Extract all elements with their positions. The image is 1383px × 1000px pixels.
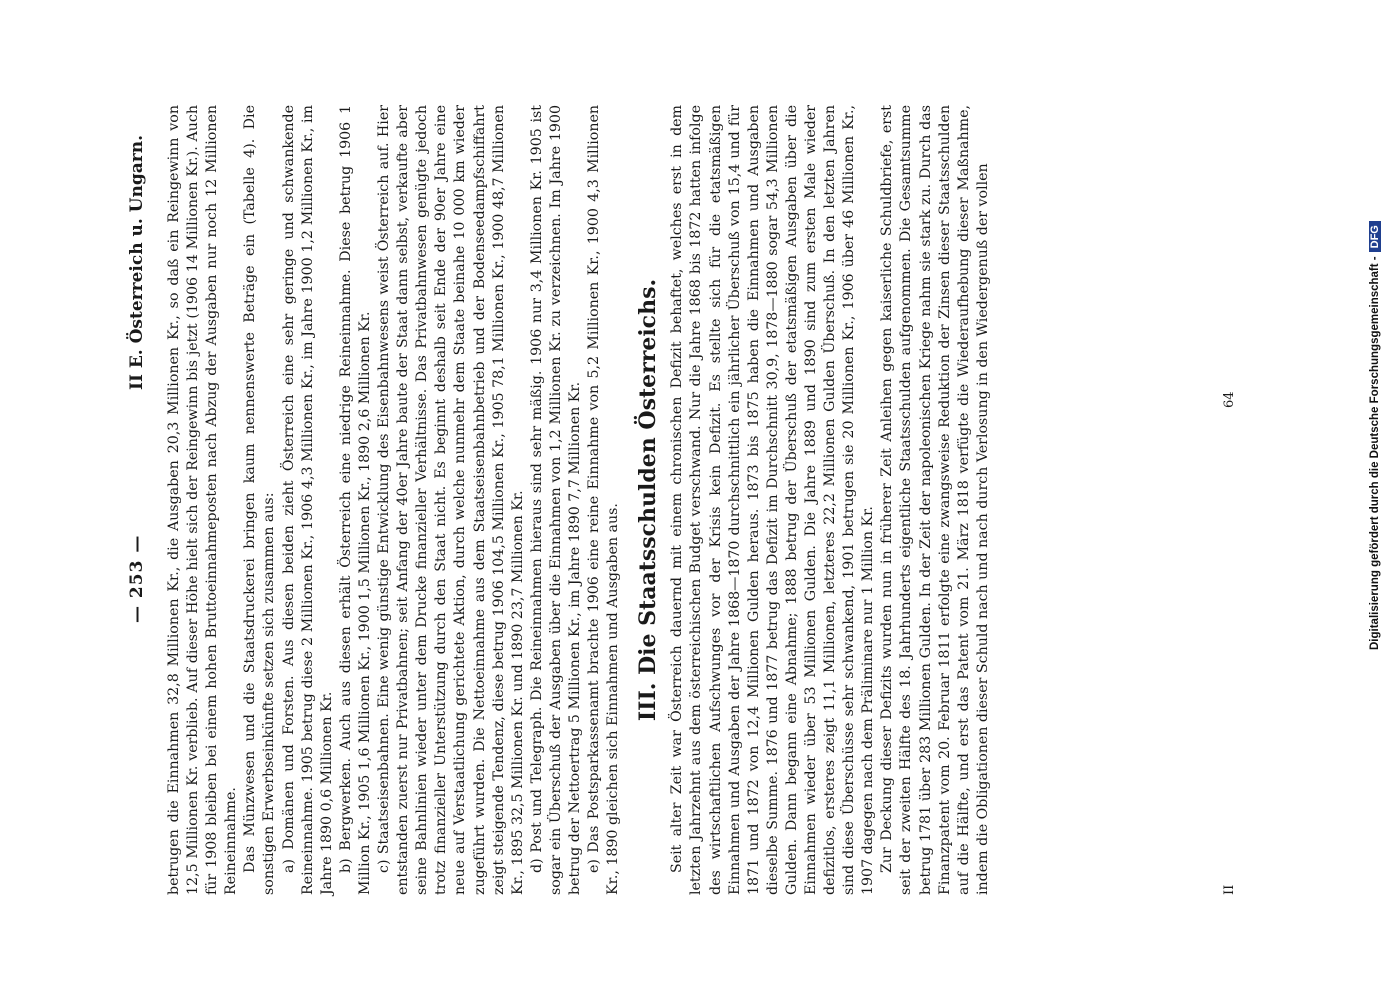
paragraph: e) Das Postsparkassenamt brachte 1906 eine reine Einnahme von 5,2 Millionen Kr., 1900 4,3 Millionen Kr., 1890 gleichen sich Einnahmen und Ausgaben aus. xyxy=(586,105,622,895)
page-header xyxy=(127,105,157,895)
page-footer xyxy=(1222,105,1242,895)
paragraph: Seit alter Zeit war Österreich dauernd mit einem chronischen Defizit behaftet, welches erst in dem letzten Jahrzehnt aus dem österreichischen Budget verschwand. Nur die Jahre 1868 bis 1872 hatten infolge des wirtschaftlichen Aufschwunges vor der Krisis kein Defizit. Es stellte sich für die etatsmäßigen Einnahmen und Ausgaben der Jahre 1868—1870 durchschnittlich ein jährlicher Überschuß von 15,4 und für 1871 und 1872 von 12,4 Millionen Gulden heraus. 1873 bis 1875 haben die Einnahmen und Ausgaben dieselbe Summe. 1876 und 1877 betrug das Defizit im Durchschnitt 30,9, 1878—1880 sogar 54,3 Millionen Gulden. Dann begann eine Abnahme; 1888 betrug der Überschuß der etatsmäßigen Ausgaben über die Einnahmen wieder über 53 Millionen Gulden. Die Jahre 1889 und 1890 sind zum ersten Male wieder defizitlos, ersteres zeigt 11,1 Millionen, letzteres 22,2 Millionen Gulden Überschuß. In den letzten Jahren sind diese Überschüsse sehr schwankend, 1901 betrugen sie 20 Millionen Kr., 1906 über 46 Millionen Kr., 1907 dagegen nach dem Präliminare nur 1 Million Kr. xyxy=(669,105,877,895)
section-heading: III. Die Staatsschulden Österreichs. xyxy=(635,278,662,722)
paragraph: c) Staatseisenbahnen. Eine wenig günstige Entwicklung des Eisenbahnwesens weist Österreich auf. Hier entstanden zuerst nur Privatbahnen; seit Anfang der 40er Jahre baute der Staat dann selbst, verkaufte aber seine Bahnlinien wieder unter dem Drucke finanzieller Verhältnisse. Das Privatbahnwesen genügte jedoch trotz finanzieller Unterstützung durch den Staat nicht. Es beginnt deshalb seit Ende der 90er Jahre eine neue auf Verstaatlichung gerichtete Aktion, durch welche nunmehr dem Staate beinahe 10 000 km wieder zugeführt wurden. Die Nettoeinnahme aus dem Staatseisenbahnbetrieb und der Bodenseedampfschiffahrt zeigt steigende Tendenz, diese betrug 1906 104,5 Millionen Kr., 1905 78,1 Millionen Kr., 1900 48,7 Millionen Kr., 1895 32,5 Millionen Kr. und 1890 23,7 Millionen Kr. xyxy=(376,105,526,895)
paragraph: betrugen die Einnahmen 32,8 Millionen Kr., die Ausgaben 20,3 Millionen Kr., so daß ein Reingewinn von 12,5 Millionen Kr. verblieb. Auf dieser Höhe hielt sich der Reingewinn bis jetzt (1906 14 Millionen Kr.). Auch für 1908 bleiben bei einem hohen Bruttoeinnahmeposten nach Abzug der Ausgaben nur noch 12 Millionen Reineinnahme. xyxy=(166,105,240,895)
page-number: — 253 — xyxy=(127,534,147,623)
running-title: II E. Österreich u. Ungarn. xyxy=(127,135,147,390)
rotated-page-content xyxy=(127,105,1247,895)
dfg-logo: DFG xyxy=(1369,221,1381,252)
signature-mark: II xyxy=(1222,884,1237,895)
paragraph: Zur Deckung dieser Defizits wurden nun in früherer Zeit Anleihen gegen kaiserliche Schuldbriefe, erst seit der zweiten Hälfte des 18. Jahrhunderts eigentliche Staatsschulden aufgenommen. Die Gesamtsumme betrug 1781 über 283 Millionen Gulden. In der Zeit der napoleonischen Kriege nahm sie stark zu. Durch das Finanzpatent vom 20. Februar 1811 erfolgte eine zwangsweise Reduktion der Zinsen dieser Staatsschulden auf die Hälfte, und erst das Patent vom 21. März 1818 verfügte die Wiederaufhebung dieser Maßnahme, indem die Obligationen dieser Schuld nach und nach durch Verlosung in den Wiedergenuß der vollen xyxy=(879,105,991,895)
paragraph: b) Bergwerken. Auch aus diesen erhält Österreich eine niedrige Reineinnahme. Diese betrug 1906 1 Million Kr., 1905 1,6 Millionen Kr., 1900 1,5 Millionen Kr., 1890 2,6 Millionen Kr. xyxy=(337,105,373,895)
credit-text: Digitalisierung gefördert durch die Deutsche Forschungsgemeinschaft - xyxy=(1369,256,1381,650)
body-text xyxy=(165,105,993,895)
digitization-credit xyxy=(1366,10,1383,650)
paragraph: d) Post und Telegraph. Die Reineinnahmen hieraus sind sehr mäßig. 1906 nur 3,4 Millionen Kr. 1905 ist sogar ein Überschuß der Ausgaben über die Einnahmen von 1,2 Millionen Kr. zu verzeichnen. Im Jahre 1900 betrug der Nettoertrag 5 Millionen Kr., im Jahre 1890 7,7 Millionen Kr. xyxy=(528,105,583,895)
credit-line xyxy=(1369,10,1381,650)
paragraph: Das Münzwesen und die Staatsdruckerei bringen kaum nennenswerte Beträge ein (Tabelle 4). Die sonstigen Erwerbseinkünfte setzen sich zusammen aus: xyxy=(242,105,278,895)
sheet-number: 64 xyxy=(1222,391,1237,408)
paragraph: a) Domänen und Forsten. Aus diesen beiden zieht Österreich eine sehr geringe und schwankende Reineinnahme. 1905 betrug diese 2 Millionen Kr., 1906 4,3 Millionen Kr., im Jahre 1900 1,2 Millionen Kr., im Jahre 1890 0,6 Millionen Kr. xyxy=(280,105,335,895)
